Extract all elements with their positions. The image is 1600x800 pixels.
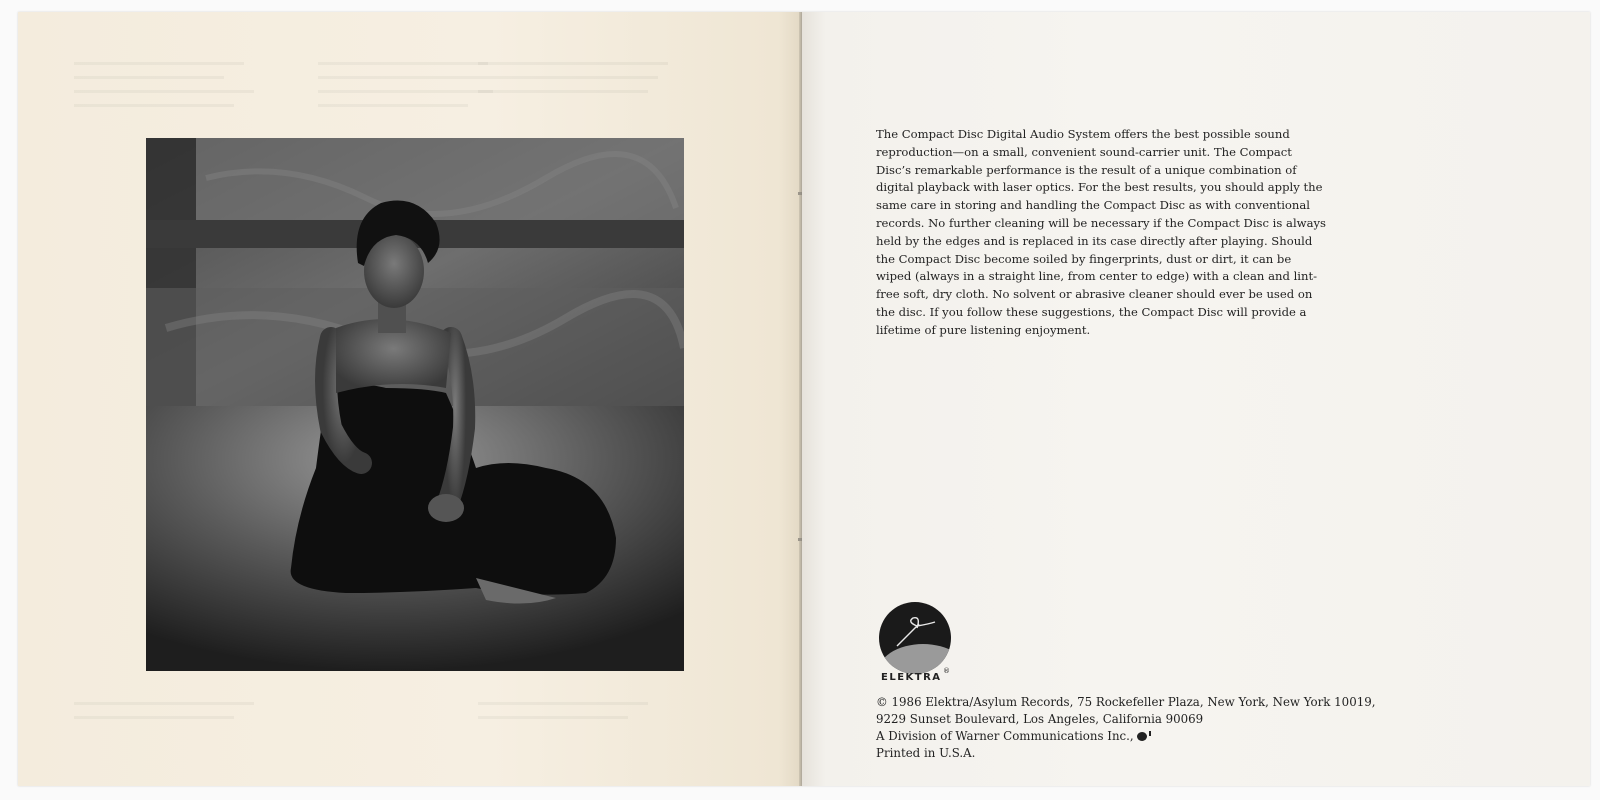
bleed-through-text bbox=[318, 62, 488, 65]
bleed-through-text bbox=[318, 76, 478, 79]
bleed-through-text bbox=[74, 716, 234, 719]
bleed-through-text bbox=[478, 716, 628, 719]
bleed-through-text bbox=[74, 90, 254, 93]
elektra-logo-label: ELEKTRA bbox=[881, 672, 942, 683]
division-text: A Division of Warner Communications Inc., bbox=[876, 729, 1134, 743]
printed-line: Printed in U.S.A. bbox=[876, 746, 976, 760]
bleed-through-text bbox=[318, 90, 493, 93]
registered-mark: ® bbox=[943, 667, 950, 675]
bleed-through-text bbox=[478, 62, 668, 65]
bleed-through-text bbox=[478, 76, 658, 79]
bleed-through-text bbox=[74, 62, 244, 65]
bleed-through-text bbox=[74, 702, 254, 705]
address-line: 9229 Sunset Boulevard, Los Angeles, California 90069 bbox=[876, 712, 1204, 726]
compact-disc-care-text: The Compact Disc Digital Audio System offers the best possible sound reproduction—on a small, convenient sound-carrier unit. The Compact Disc’s remarkable performance is the result of a unique combination of digital playback with laser optics. For the best results, you should apply the same care in storing and handling the Compact Disc as with conventional records. No further cleaning will be necessary if the Compact Disc is always held by the edges and is replaced in its case directly after playing. Should the Compact Disc become soiled by fingerprints, dust or dirt, it can be wiped (always in a straight line, from center to edge) with a clean and lint-free soft, dry cloth. No solvent or abrasive cleaner should ever be used on the disc. If you follow these suggestions, the Compact Disc will provide a lifetime of pure listening enjoyment. bbox=[876, 127, 1326, 337]
artist-portrait-photo bbox=[146, 138, 684, 671]
division-line bbox=[876, 728, 1436, 745]
copyright-block bbox=[876, 694, 1436, 762]
bleed-through-text bbox=[478, 90, 648, 93]
bleed-through-text bbox=[74, 104, 234, 107]
bleed-through-text bbox=[318, 104, 468, 107]
bleed-through-text bbox=[478, 702, 648, 705]
warner-logo-icon bbox=[1137, 732, 1147, 741]
elektra-logo-mark bbox=[877, 600, 953, 676]
portrait-illustration bbox=[146, 138, 684, 671]
bleed-through-text bbox=[74, 76, 224, 79]
copyright-line: © 1986 Elektra/Asylum Records, 75 Rockefeller Plaza, New York, New York 10019, bbox=[876, 695, 1376, 709]
